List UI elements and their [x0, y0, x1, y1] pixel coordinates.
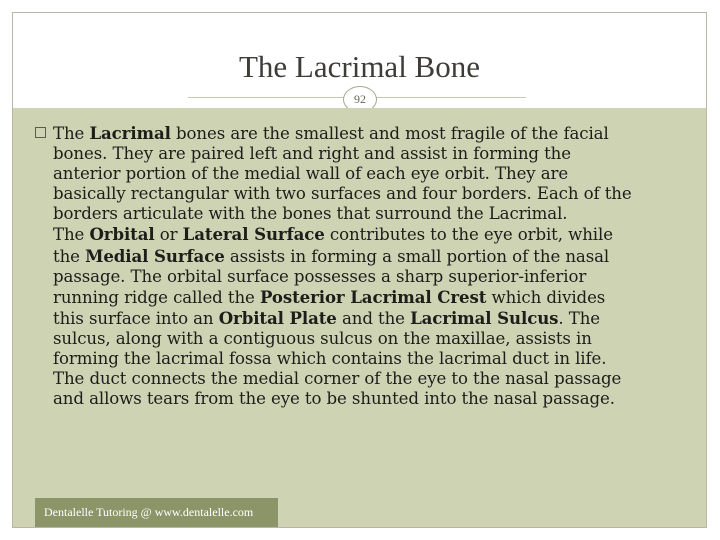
body-line: [35, 184, 699, 204]
bold-term: Lacrimal Sulcus: [410, 307, 559, 328]
body-text-segment: forming the lacrimal fossa which contains the lacrimal duct in life.: [53, 349, 607, 369]
body-text-segment: which divides: [486, 287, 606, 307]
body-text-segment: contributes to the eye orbit, while: [324, 225, 613, 245]
body-line: [35, 287, 699, 308]
bold-term: Posterior Lacrimal Crest: [259, 286, 487, 307]
body-line: [35, 204, 699, 224]
bold-term: Orbital: [89, 224, 155, 245]
slide-title: The Lacrimal Bone: [238, 49, 480, 84]
body-text-segment: sulcus, along with a contiguous sulcus on the maxillae, assists in: [53, 328, 592, 348]
page-number-badge: 92: [343, 86, 377, 113]
body-text-segment: or: [154, 225, 183, 245]
body-text-segment: passage. The orbital surface possesses a sharp superior-inferior: [53, 266, 587, 286]
body-line: [35, 144, 699, 164]
body-text-segment: The: [53, 124, 90, 143]
body-text-segment: bones are the smallest and most fragile of the facial: [170, 124, 609, 143]
footer-box: [35, 498, 278, 527]
body-text-segment: and the: [336, 308, 411, 328]
body-paragraph: [35, 123, 699, 409]
body-text-segment: anterior portion of the medial wall of each eye orbit. They are: [53, 164, 569, 184]
body-line: [35, 246, 699, 267]
bold-term: Lacrimal: [89, 123, 171, 143]
body-line: [35, 164, 699, 184]
body-text-segment: basically rectangular with two surfaces and four borders. Each of the: [53, 184, 632, 204]
body-text-segment: . The: [558, 308, 601, 328]
body-line: [35, 123, 699, 144]
body-line: [35, 389, 699, 409]
body-text-segment: borders articulate with the bones that surround the Lacrimal.: [53, 204, 568, 224]
body-text-segment: bones. They are paired left and right and assist in forming the: [53, 144, 571, 164]
footer-text: Dentalelle Tutoring @ www.dentalelle.com: [44, 505, 254, 519]
body-line: [35, 224, 699, 245]
body-text-segment: the: [53, 246, 86, 266]
body-line: [35, 349, 699, 369]
body-text-segment: and allows tears from the eye to be shunted into the nasal passage.: [53, 389, 615, 409]
footer-band: [13, 498, 706, 527]
body-text-segment: assists in forming a small portion of the nasal: [224, 246, 610, 266]
bold-term: Lateral Surface: [182, 224, 325, 245]
body-text-segment: The: [53, 225, 90, 245]
body-text-segment: The duct connects the medial corner of the eye to the nasal passage: [53, 369, 622, 389]
body-line: [35, 369, 699, 389]
body-line: [35, 329, 699, 349]
body-text-segment: running ridge called the: [53, 287, 260, 307]
body-text-segment: this surface into an: [53, 308, 219, 328]
bold-term: Orbital Plate: [218, 307, 337, 328]
content-panel: [13, 108, 706, 498]
bullet-square-icon: [35, 127, 46, 138]
bold-term: Medial Surface: [85, 245, 225, 266]
body-line: [35, 267, 699, 287]
body-line: [35, 308, 699, 329]
